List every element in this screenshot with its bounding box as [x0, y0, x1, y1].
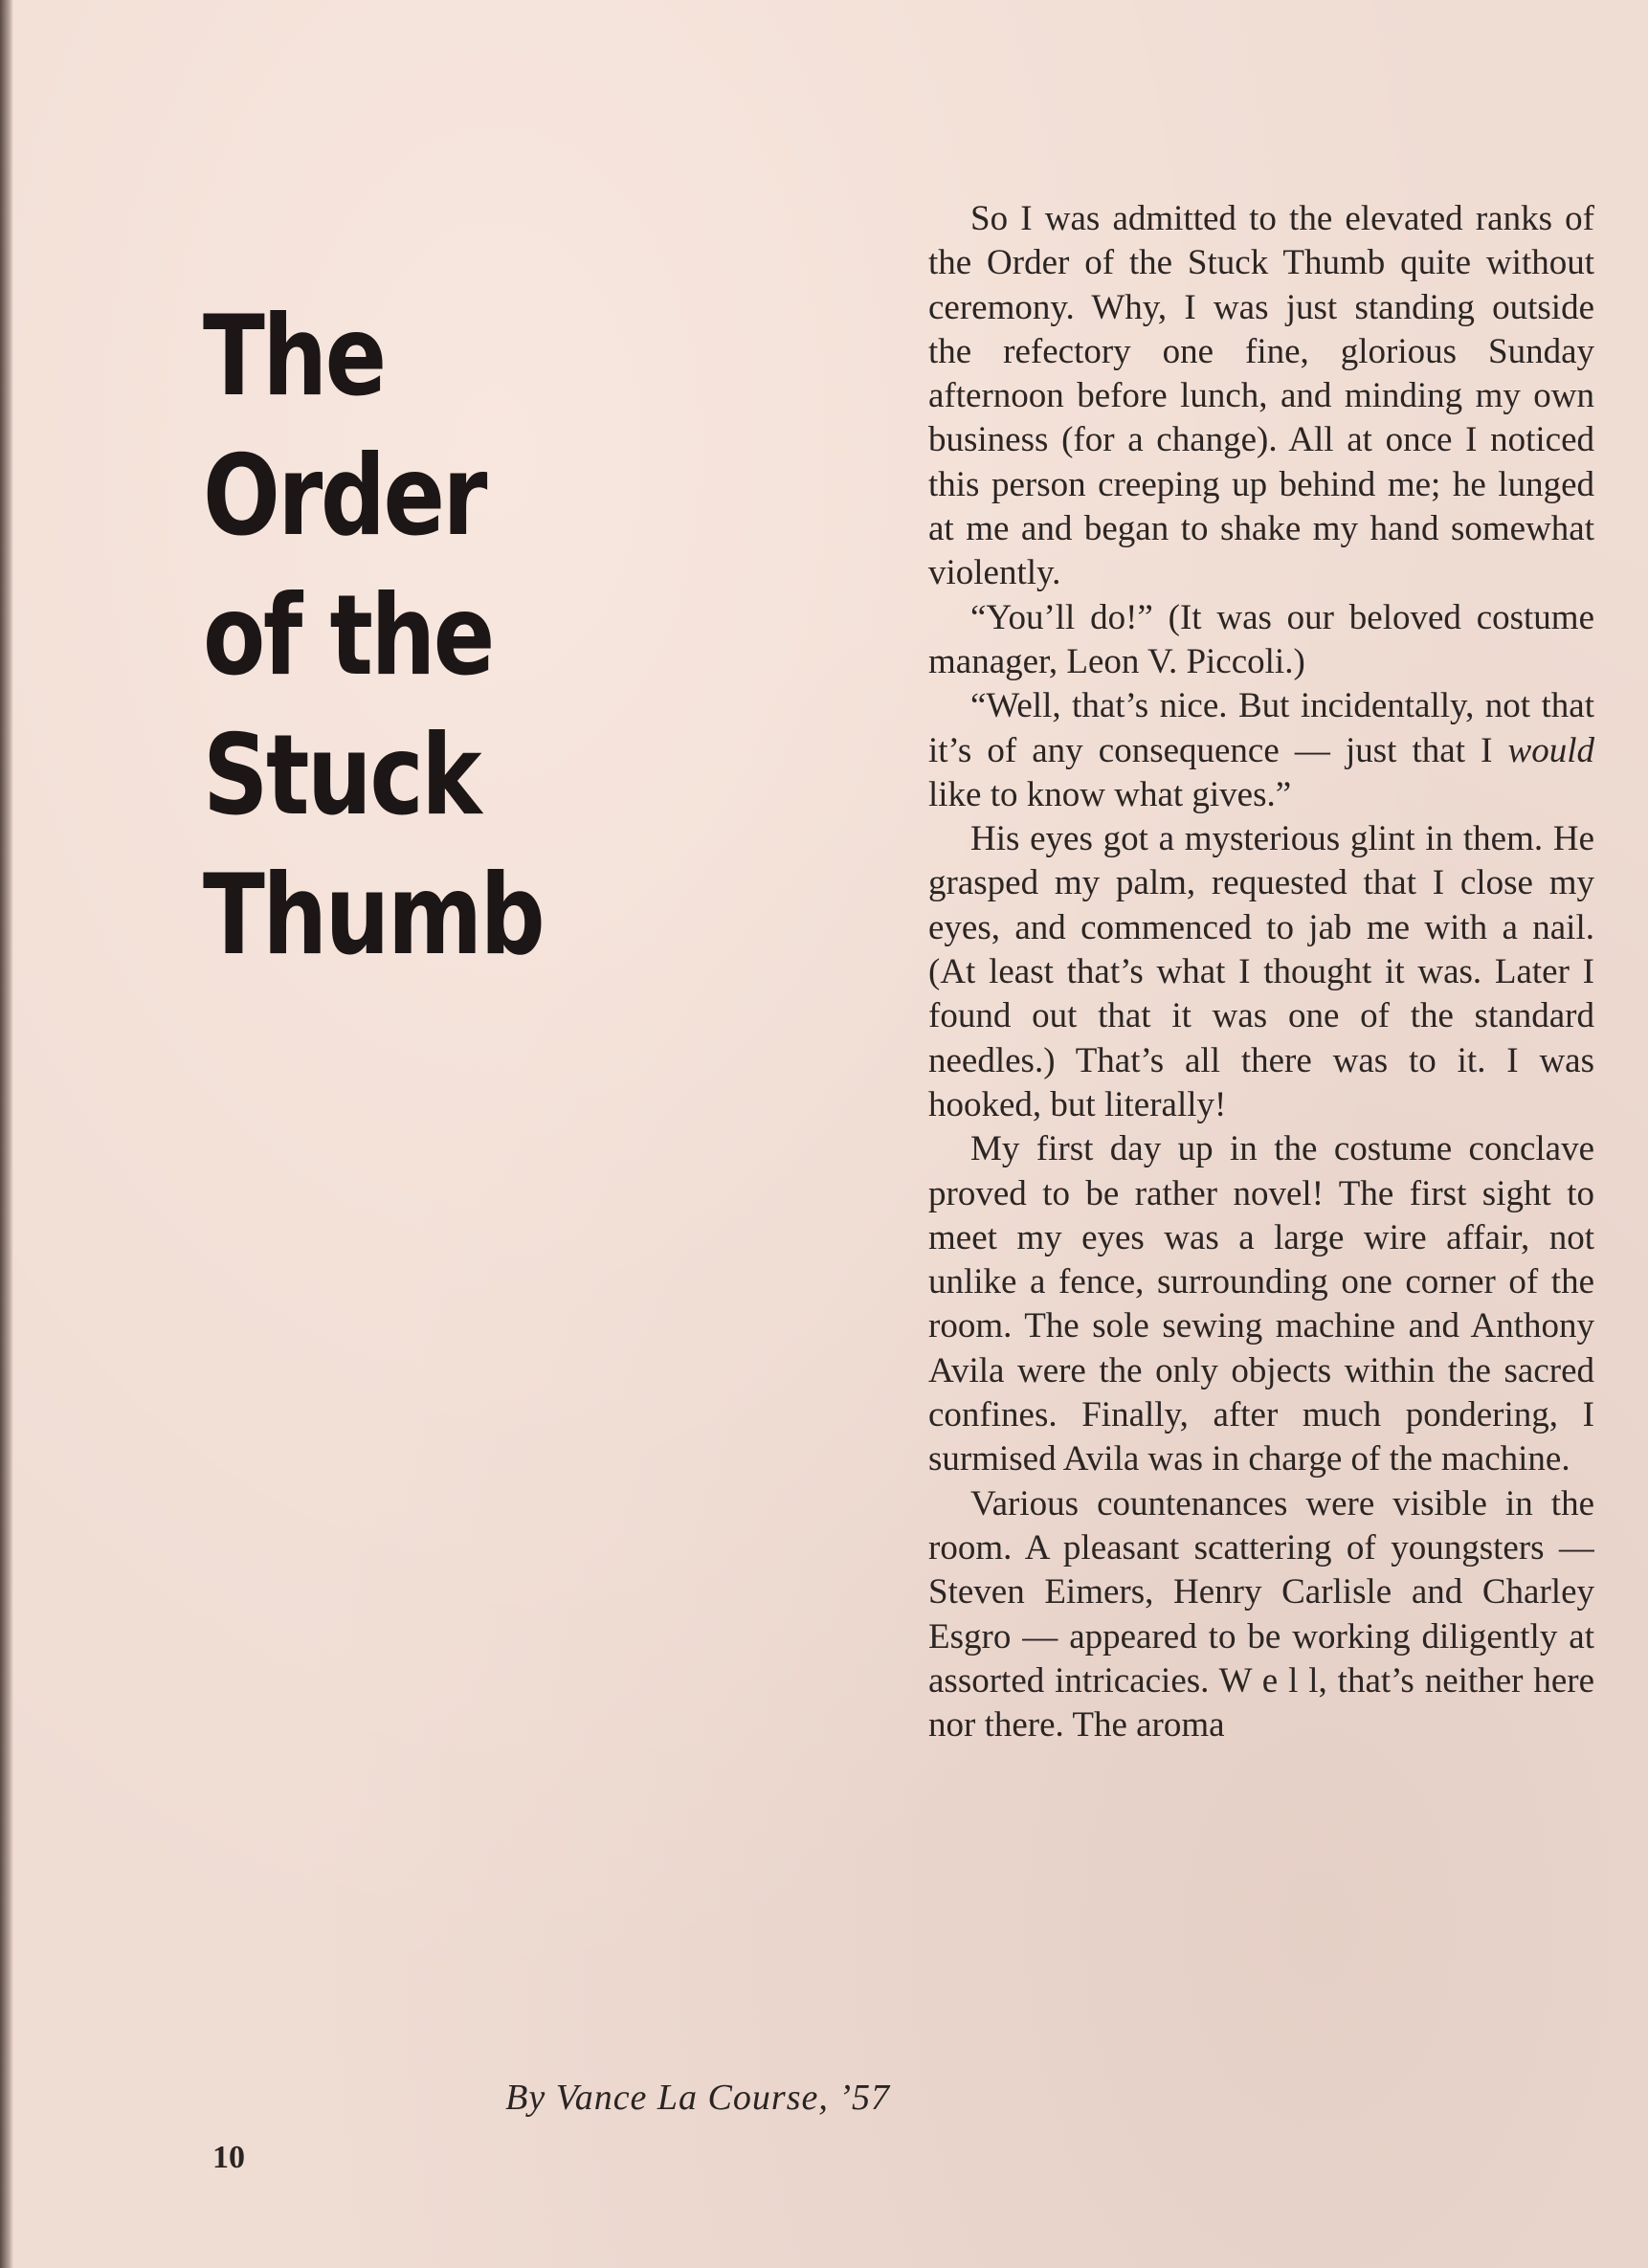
paragraph-text: “Well, that’s nice. But incidentally, not that it’s of any consequence — just that I	[928, 686, 1594, 770]
paragraph: So I was admitted to the elevated ranks of the Order of the Stuck Thumb quite without ceremony. Why, I was just standing outside the refectory one fine, glorious Sunday afternoon before lunch, and minding my own business (for a change). All at once I noticed this person creeping up behind me; he lunged at me and began to shake my hand somewhat violently.	[928, 199, 1594, 593]
article-body	[928, 197, 1594, 2121]
page-edge	[0, 0, 13, 2268]
paragraph: Various countenances were visible in the room. A pleasant scattering of youngsters — Steven Eimers, Henry Carlisle and Charley Esgro — appeared to be working diligently at assorted intricacies. W e l l, that’s neither here nor there. The aroma	[928, 1483, 1594, 1745]
title-line: Thumb	[203, 851, 544, 980]
title-line: The	[203, 292, 385, 421]
paragraph: “You’ll do!” (It was our beloved costume manager, Leon V. Piccoli.)	[928, 597, 1594, 681]
article-title	[203, 287, 544, 986]
page-number: 10	[212, 2140, 245, 2175]
paragraph: His eyes got a mysterious glint in them. He grasped my palm, requested that I close my eyes, and commenced to jab me with a nail. (At least that’s what I thought it was. Later I found out that it was one of the standard needles.) That’s all there was to it. I was hooked, but literally!	[928, 819, 1594, 1124]
italic-word: would	[1507, 730, 1594, 770]
title-line: of the	[203, 571, 493, 700]
byline: By Vance La Course, ’57	[505, 2078, 890, 2118]
title-line: Stuck	[203, 711, 480, 840]
paragraph-text: like to know what gives.”	[928, 774, 1292, 814]
title-line: Order	[203, 432, 485, 561]
paragraph: My first day up in the costume conclave proved to be rather novel! The first sight to meet my eyes was a large wire affair, not unlike a fence, surrounding one corner of the room. The sole sewing machine and Anthony Avila were the only objects within the sacred confines. Finally, after much pondering, I surmised Avila was in charge of the machine.	[928, 1129, 1594, 1479]
paragraph	[928, 684, 1594, 817]
